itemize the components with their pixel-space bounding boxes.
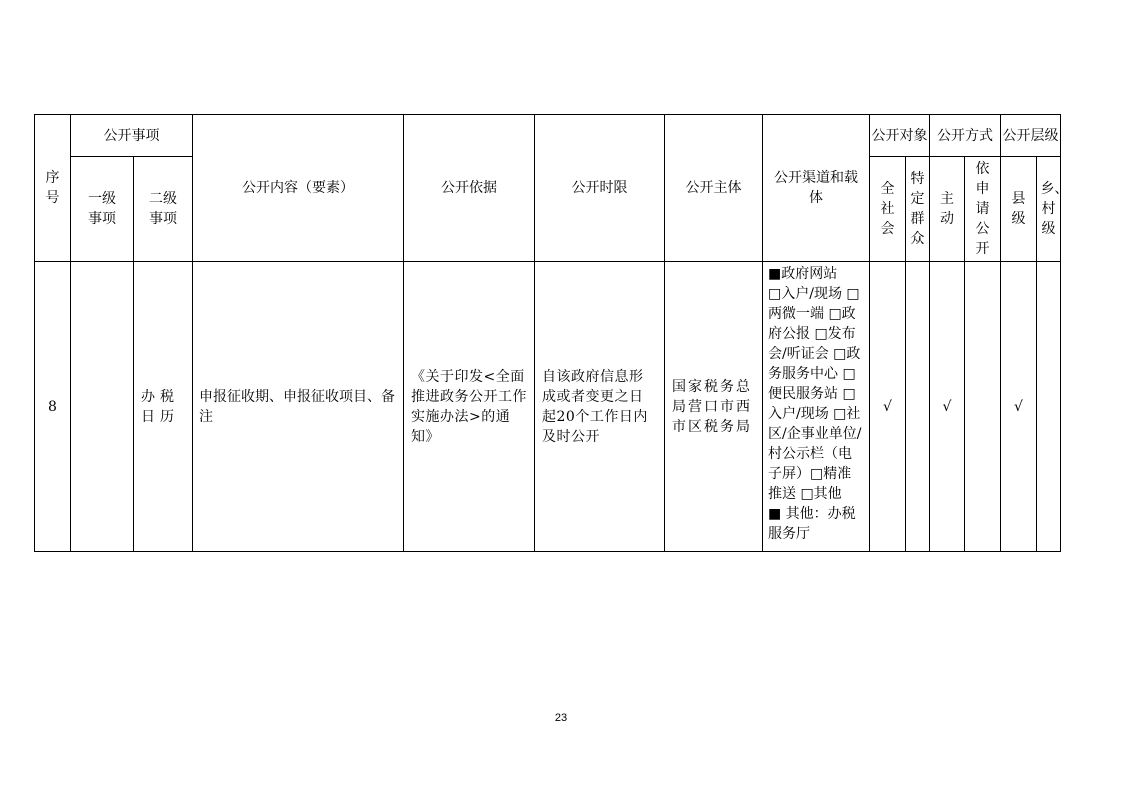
header-basis: 公开依据 — [404, 115, 535, 262]
row-subject: 国家税务总局营口市西市区税务局 — [665, 262, 763, 552]
header-level2: 二级事项 — [134, 157, 193, 262]
header-target: 公开对象 — [870, 115, 930, 157]
header-mode-request: 依申请公开 — [965, 157, 1001, 262]
header-mode-active: 主动 — [930, 157, 965, 262]
row-level2: 办税日历 — [134, 262, 193, 552]
check-level-town — [1037, 262, 1061, 552]
header-level-town: 乡、村级 — [1037, 157, 1061, 262]
row-time-limit: 自该政府信息形成或者变更之日起20个工作日内及时公开 — [535, 262, 665, 552]
channel-option: □入户/现场 □两微一端 □政府公报 □发布会/听证会 □政务服务中心 □便民服务站 □入户/现场 □社区/企事业单位/村公示栏（电子屏）□精准推送 □其他 — [768, 286, 862, 502]
row-basis: 《关于印发<全面推进政务公开工作实施办法>的通知》 — [404, 262, 535, 552]
header-level: 公开层级 — [1001, 115, 1061, 157]
row-content: 申报征收期、申报征收项目、备注 — [193, 262, 404, 552]
header-target-specific: 特定群众 — [906, 157, 930, 262]
header-time-limit: 公开时限 — [535, 115, 665, 262]
header-content: 公开内容（要素） — [193, 115, 404, 262]
check-target-specific — [906, 262, 930, 552]
disclosure-table — [34, 114, 1069, 552]
header-level1: 一级事项 — [71, 157, 134, 262]
channel-option: ■政府网站 — [768, 266, 838, 282]
header-level-county: 县级 — [1001, 157, 1037, 262]
header-items: 公开事项 — [71, 115, 193, 157]
check-mode-active: √ — [930, 262, 965, 552]
check-level-county: √ — [1001, 262, 1037, 552]
row-level1 — [71, 262, 134, 552]
check-target-all: √ — [870, 262, 906, 552]
header-channel: 公开渠道和载体 — [763, 115, 870, 262]
check-mode-request — [965, 262, 1001, 552]
row-channels — [763, 262, 870, 552]
row-seq: 8 — [35, 262, 71, 552]
page-number: 23 — [554, 712, 568, 724]
header-seq: 序号 — [35, 115, 71, 262]
header-subject: 公开主体 — [665, 115, 763, 262]
header-target-all: 全社会 — [870, 157, 906, 262]
header-mode: 公开方式 — [930, 115, 1001, 157]
channel-option: ■ 其他：办税服务厅 — [768, 506, 856, 542]
